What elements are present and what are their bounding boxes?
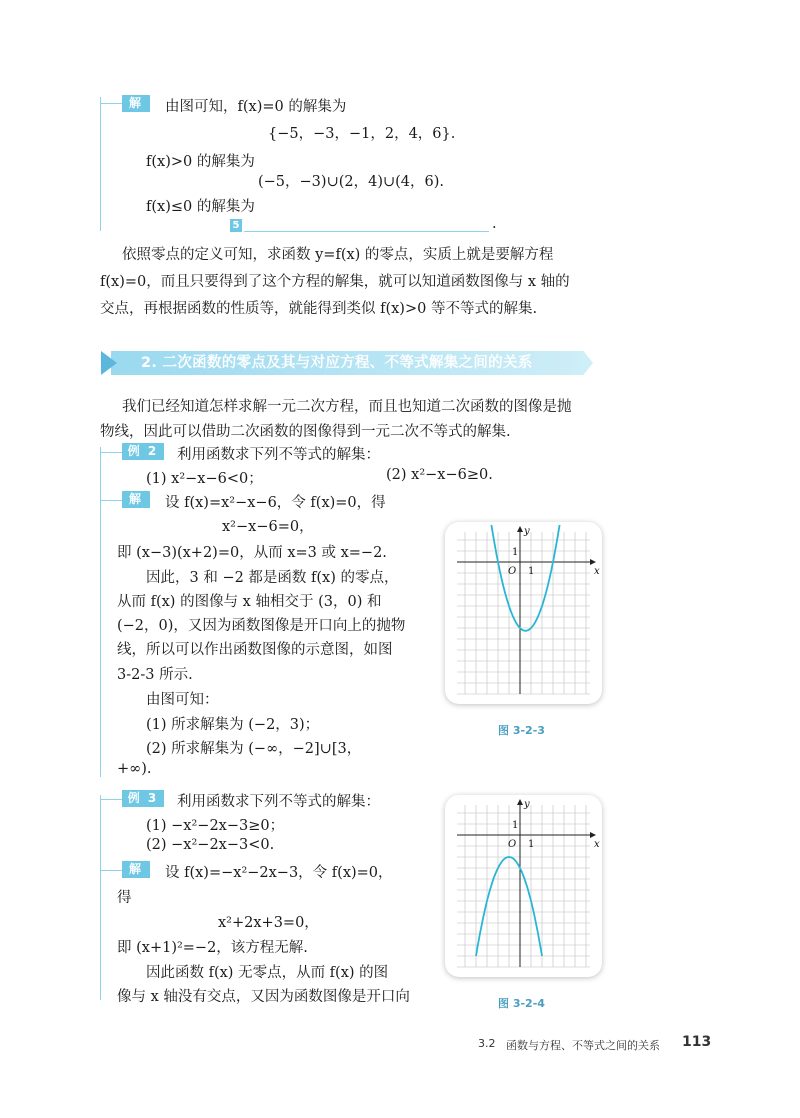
solution-line-2: f(x)>0 的解集为 bbox=[146, 154, 255, 170]
footer-section-title: 函数与方程、不等式之间的关系 bbox=[506, 1039, 660, 1052]
example2-sol-line-12: +∞). bbox=[117, 761, 152, 777]
fig1-origin-label: O bbox=[508, 566, 517, 577]
fig2-tick-x-label: 1 bbox=[528, 839, 535, 850]
fig1-tick-y-label: 1 bbox=[512, 547, 519, 558]
para2-line-1: 我们已经知道怎样求解一元二次方程，而且也知道二次函数的图像是抛 bbox=[122, 399, 572, 415]
example3-sol-line-3: x²+2x+3=0， bbox=[218, 915, 319, 931]
para1-line-1: 依照零点的定义可知，求函数 y=f(x) 的零点，实质上就是要解方程 bbox=[122, 247, 554, 263]
example3-stem: 利用函数求下列不等式的解集： bbox=[177, 794, 380, 810]
figure-3-2-4-graph bbox=[445, 795, 602, 977]
fig2-tick-y-label: 1 bbox=[512, 820, 519, 831]
example3-top-rule bbox=[100, 799, 122, 800]
fig2-origin-label: O bbox=[508, 839, 517, 850]
fig2-x-arrow-icon bbox=[590, 832, 596, 838]
example2-top-rule bbox=[100, 452, 122, 453]
example2-stem: 利用函数求下列不等式的解集： bbox=[177, 447, 380, 463]
example3-sol-line-2: 得 bbox=[117, 890, 132, 906]
example3-q2: (2) −x²−2x−3<0. bbox=[146, 837, 275, 853]
footer-section-number: 3.2 bbox=[478, 1037, 496, 1050]
fig1-tick-x-label: 1 bbox=[528, 566, 535, 577]
figure-3-2-3-graph bbox=[445, 522, 602, 704]
example2-solution-tag: 解 bbox=[122, 491, 150, 508]
fig1-x-arrow-icon bbox=[590, 559, 596, 565]
section-title: 2. 二次函数的零点及其与对应方程、不等式解集之间的关系 bbox=[141, 355, 533, 371]
example2-tag: 例 2 bbox=[122, 443, 164, 460]
fig1-y-label: y bbox=[524, 526, 530, 537]
para2-line-2: 物线，因此可以借助二次函数的图像得到一元二次不等式的解集. bbox=[100, 424, 511, 440]
example2-sol-line-8: 3-2-3 所示. bbox=[117, 667, 193, 683]
example2-sol-line-4: 因此，3 和 −2 都是函数 f(x) 的零点， bbox=[146, 570, 399, 586]
example2-sol-line-10: (1) 所求解集为 (−2，3)； bbox=[146, 717, 320, 733]
example2-q1: (1) x²−x−6<0； bbox=[146, 471, 263, 487]
solution-line-1: 由图可知，f(x)=0 的解集为 bbox=[165, 99, 347, 115]
example3-q1: (1) −x²−2x−3≥0； bbox=[146, 818, 285, 834]
example3-sol-line-6: 像与 x 轴没有交点，又因为函数图像是开口向 bbox=[117, 989, 410, 1005]
solution-set-2: (−5，−3)∪(2，4)∪(4，6). bbox=[258, 174, 445, 190]
section-heading bbox=[101, 349, 593, 377]
solution-set-1: {−5，−3，−1，2，4，6}. bbox=[268, 126, 456, 142]
answer-blank-line[interactable] bbox=[244, 231, 489, 232]
example2-sol-line-3: 即 (x−3)(x+2)=0，从而 x=3 或 x=−2. bbox=[117, 545, 387, 561]
para1-line-2: f(x)=0，而且只要得到了这个方程的解集，就可以知道函数图像与 x 轴的 bbox=[100, 274, 570, 290]
example2-sol-line-2: x²−x−6=0， bbox=[222, 519, 314, 535]
figure-3-2-3-card bbox=[445, 522, 602, 704]
blank-number-badge: 5 bbox=[230, 219, 242, 232]
solution-left-rule bbox=[100, 97, 101, 231]
example2-sol-line-6: (−2，0)，又因为函数图像是开口向上的抛物 bbox=[117, 618, 406, 634]
example3-tag: 例 3 bbox=[122, 790, 164, 807]
example3-sol-rule bbox=[100, 870, 122, 871]
example2-sol-line-1: 设 f(x)=x²−x−6，令 f(x)=0，得 bbox=[165, 495, 386, 511]
example3-sol-line-1: 设 f(x)=−x²−2x−3，令 f(x)=0， bbox=[165, 865, 393, 881]
figure-3-2-4-card bbox=[445, 795, 602, 977]
solution-top-rule bbox=[100, 103, 122, 104]
fig2-y-arrow-icon bbox=[517, 799, 523, 805]
para1-line-3: 交点，再根据函数的性质等，就能得到类似 f(x)>0 等不等式的解集. bbox=[100, 301, 538, 317]
example3-sol-line-4: 即 (x+1)²=−2，该方程无解. bbox=[117, 940, 308, 956]
fig1-curve bbox=[491, 525, 559, 631]
example2-left-rule bbox=[100, 447, 101, 777]
example2-sol-line-11: (2) 所求解集为 (−∞，−2]∪[3， bbox=[146, 741, 362, 757]
example2-sol-rule bbox=[100, 500, 122, 501]
example3-left-rule bbox=[100, 795, 101, 1000]
example2-sol-line-5: 从而 f(x) 的图像与 x 轴相交于 (3，0) 和 bbox=[117, 594, 382, 610]
figure-3-2-3-caption: 图 3-2-3 bbox=[498, 724, 545, 737]
example2-q2: (2) x²−x−6≥0. bbox=[386, 467, 493, 483]
page-number: 113 bbox=[682, 1034, 712, 1050]
example3-sol-line-5: 因此函数 f(x) 无零点，从而 f(x) 的图 bbox=[146, 965, 389, 981]
example3-solution-tag: 解 bbox=[122, 861, 150, 878]
fig2-x-label: x bbox=[594, 839, 600, 850]
example2-sol-line-9: 由图可知： bbox=[146, 692, 219, 708]
solution-line-3: f(x)≤0 的解集为 bbox=[146, 199, 255, 215]
example2-sol-line-7: 线，所以可以作出函数图像的示意图，如图 bbox=[117, 642, 393, 658]
answer-blank-period: . bbox=[492, 216, 497, 232]
figure-3-2-4-caption: 图 3-2-4 bbox=[498, 997, 545, 1010]
solution-tag: 解 bbox=[122, 95, 150, 112]
fig1-y-arrow-icon bbox=[517, 526, 523, 532]
fig1-x-label: x bbox=[594, 566, 600, 577]
fig2-y-label: y bbox=[524, 799, 530, 810]
